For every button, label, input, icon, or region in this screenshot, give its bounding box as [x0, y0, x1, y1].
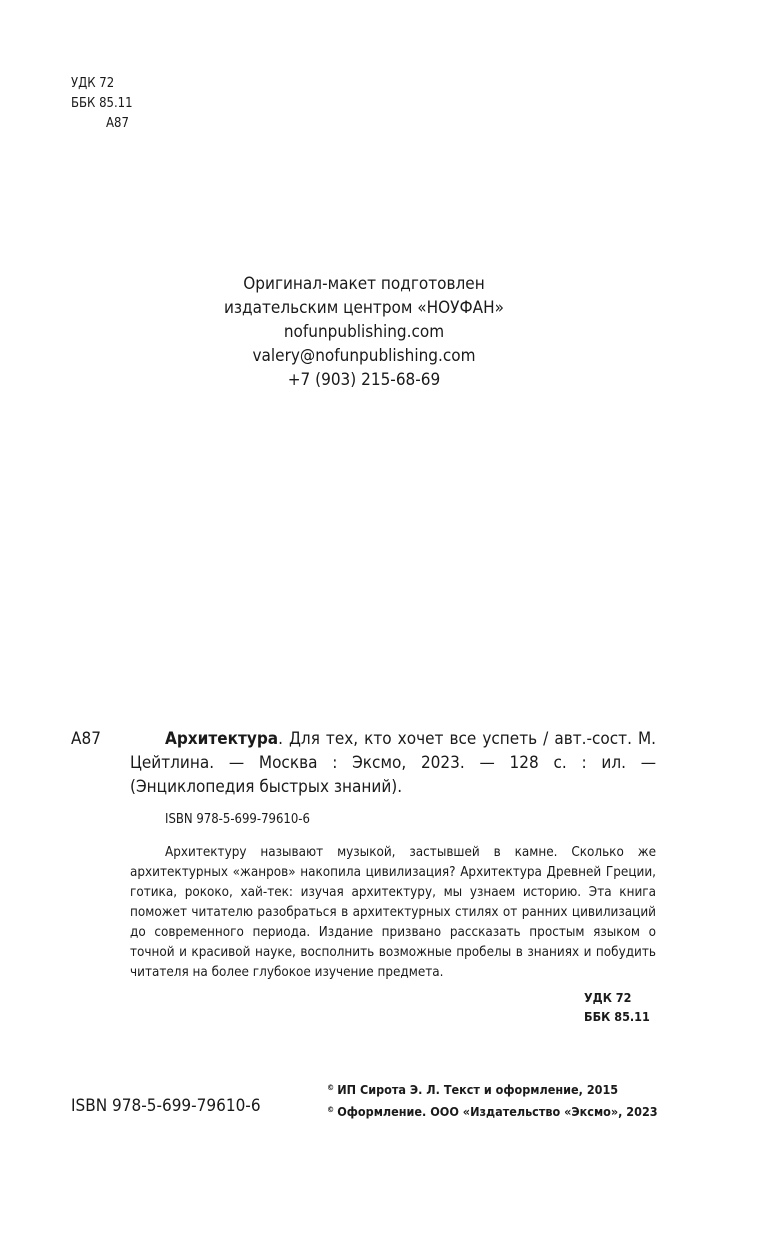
bbk-code: ББК 85.11	[71, 96, 133, 111]
publisher-credits	[150, 272, 578, 392]
credits-email: valery@nofunpublishing.com	[252, 346, 476, 366]
copyright-line	[327, 1078, 658, 1100]
credits-phone: +7 (903) 215-68-69	[287, 370, 441, 390]
copyright-icon: ©	[327, 1083, 335, 1092]
catalog-isbn: ISBN 978-5-699-79610-6	[165, 812, 310, 827]
copyright-block	[327, 1078, 658, 1122]
copyright-line	[327, 1100, 658, 1122]
classification-block-bottom	[584, 988, 650, 1026]
book-title: Архитектура	[165, 729, 279, 749]
credits-line: Оригинал-макет подготовлен	[243, 274, 485, 294]
udk-code: УДК 72	[584, 990, 632, 1005]
book-annotation: Архитектуру называют музыкой, застывшей в камне. Сколько же архитектурных «жанров» накопила цивилизация? Архитектура Древней Греции, готика, рококо, хай-тек: изучая архитектуру, мы узнаем историю. Эта книга поможет читателю разобраться в архитектурных стилях от ранних цивилизаций до современного периода. Издание призвано рассказать простым языком о точной и красивой науке, восполнить возможные пробелы в знаниях и побудить читателя на более глубокое изучение предмета.	[130, 845, 656, 980]
isbn-main: ISBN 978-5-699-79610-6	[71, 1096, 261, 1116]
classification-block-top	[71, 74, 133, 134]
copyright-text: ИП Сирота Э. Л. Текст и оформление, 2015	[337, 1082, 619, 1097]
catalog-author-mark: А87	[71, 729, 101, 749]
bibliographic-description: . Для тех, кто хочет все успеть / авт.-сост. М. Цейтлина. — Москва : Эксмо, 2023. — 128 с. : ил. — (Энциклопедия быстрых знаний).	[130, 729, 656, 797]
credits-website: nofunpublishing.com	[283, 322, 445, 342]
author-mark: А87	[106, 116, 129, 131]
copyright-text: Оформление. ООО «Издательство «Эксмо», 2023	[337, 1104, 658, 1119]
catalog-description	[130, 727, 656, 799]
udk-code: УДК 72	[71, 76, 115, 91]
copyright-icon: ©	[327, 1105, 335, 1114]
bbk-code: ББК 85.11	[584, 1009, 650, 1024]
credits-line: издательским центром «НОУФАН»	[223, 298, 504, 318]
